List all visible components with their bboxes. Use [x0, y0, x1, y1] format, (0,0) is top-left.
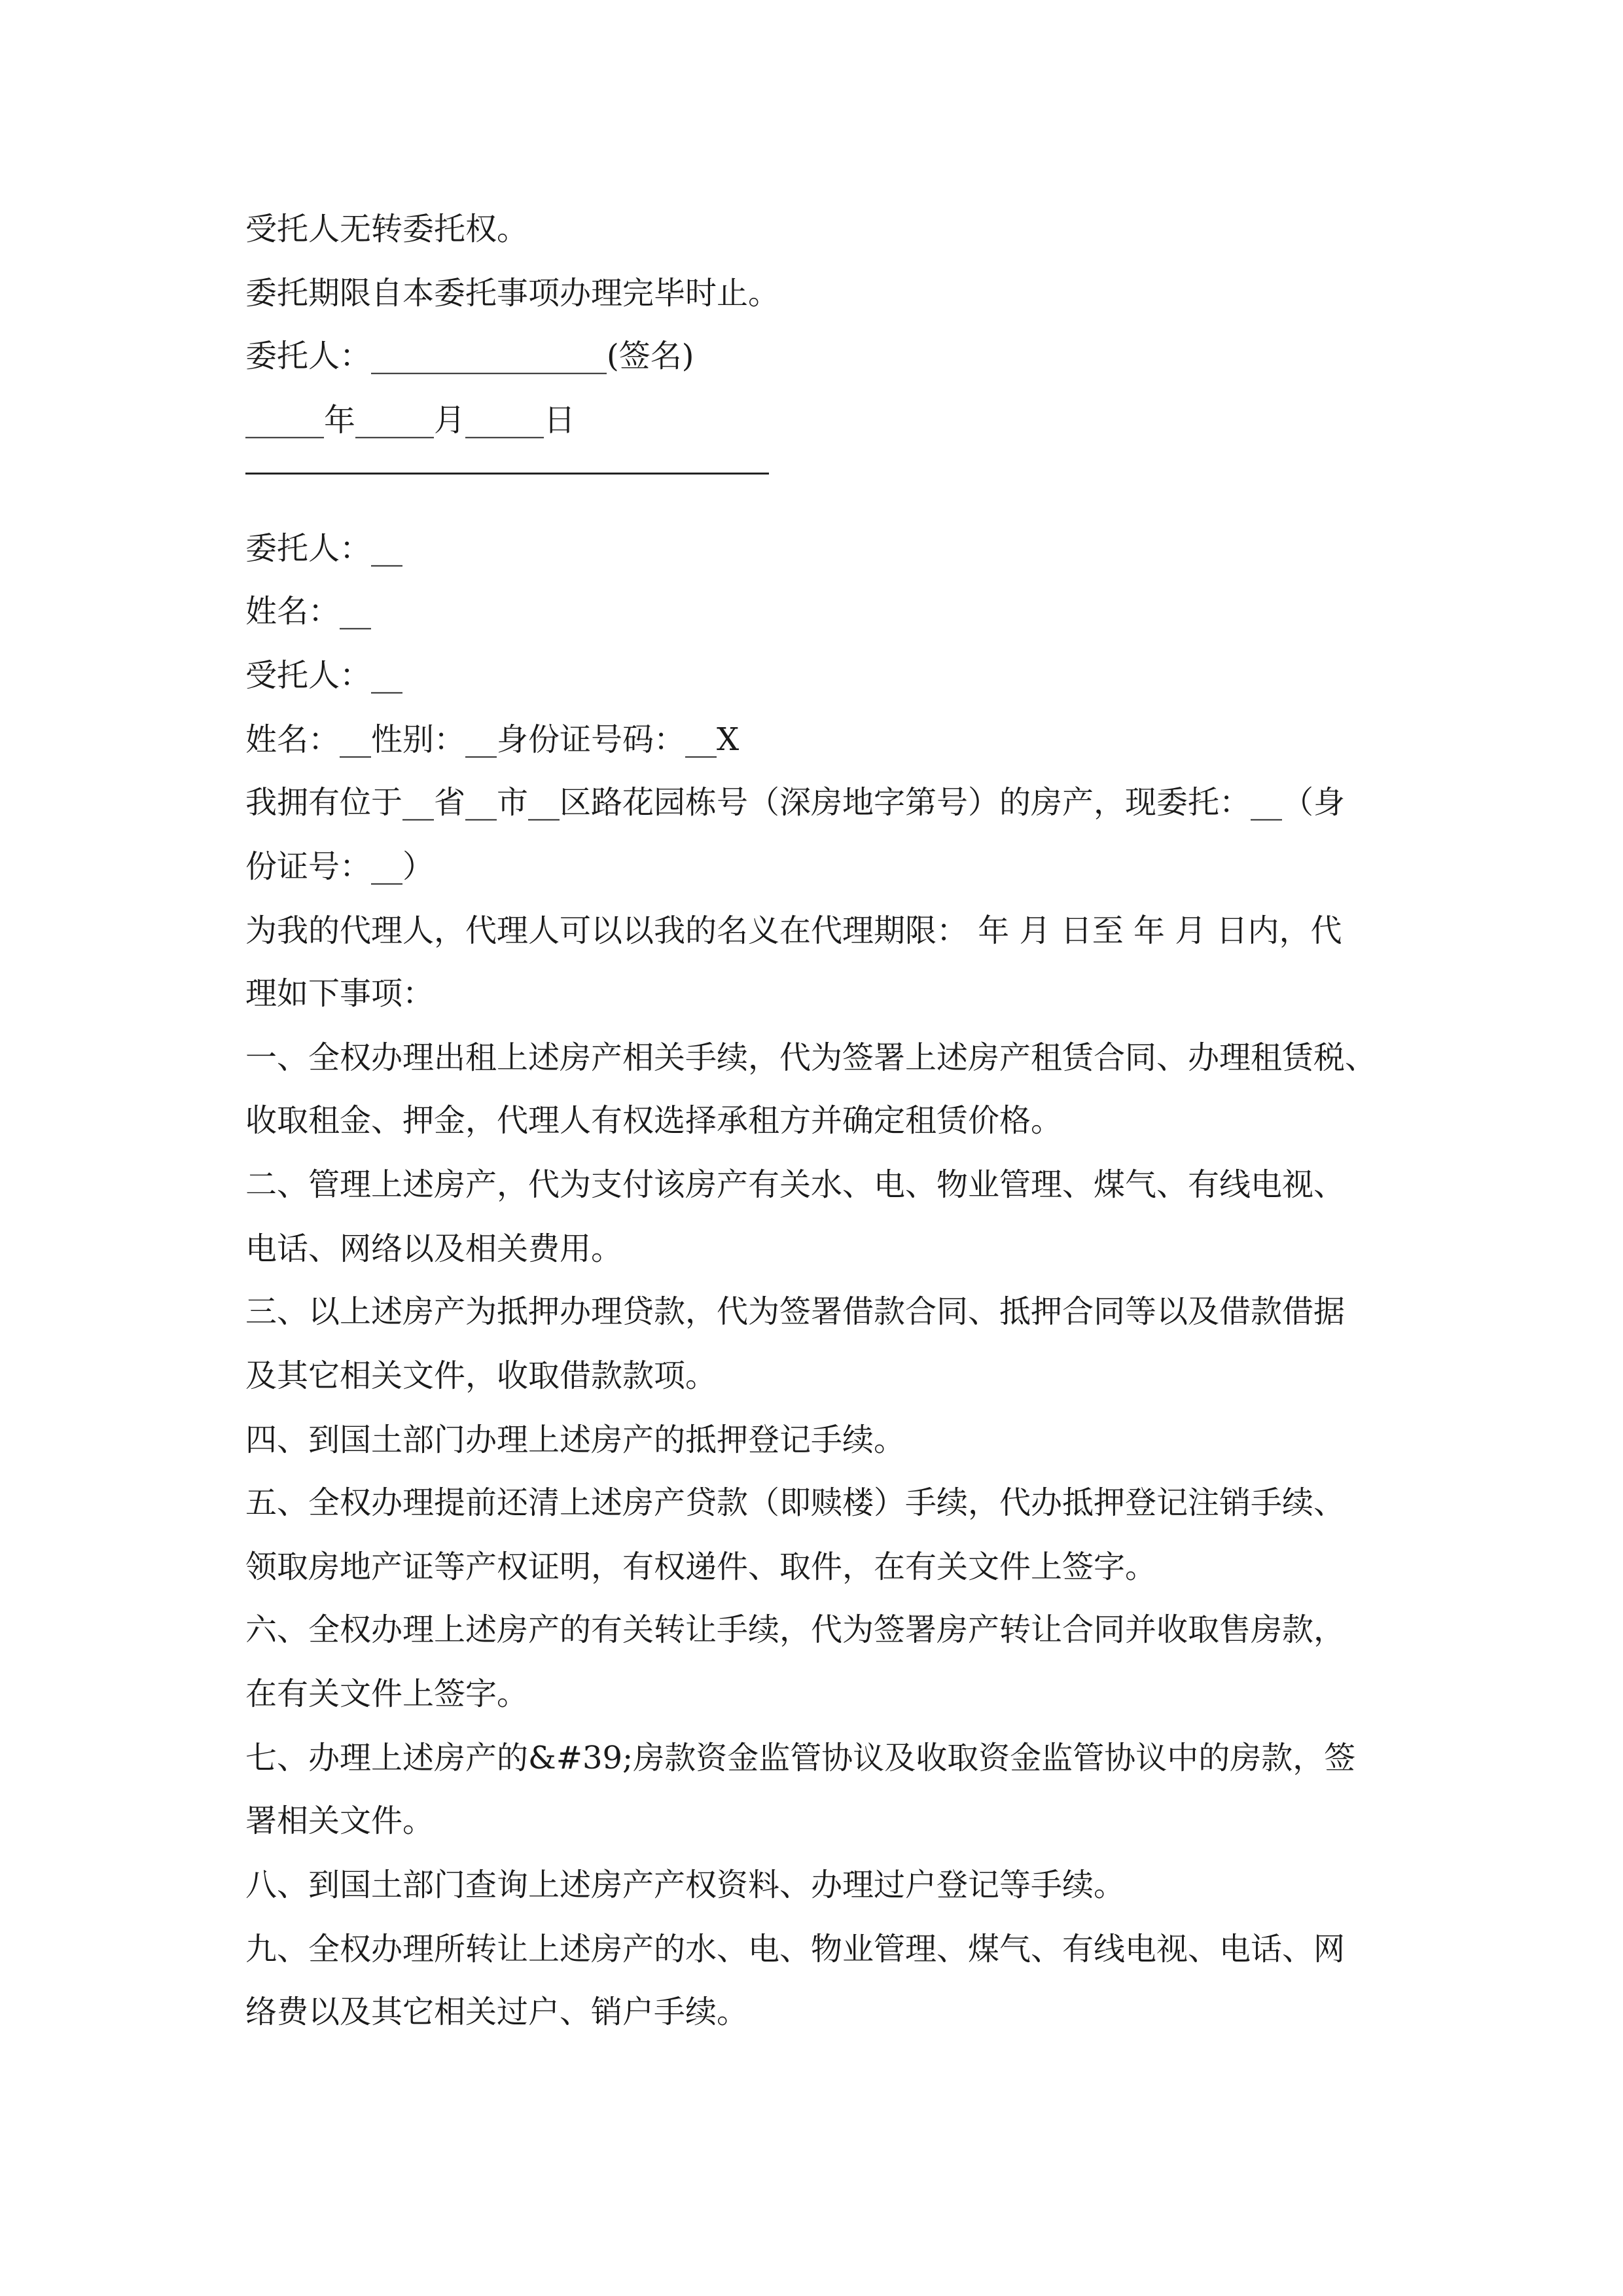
text-line-item-3-cont: 及其它相关文件，收取借款款项。	[245, 1357, 717, 1394]
text-line-item-6: 六、全权办理上述房产的有关转让手续，代为签署房产转让合同并收取售房款，	[245, 1611, 1346, 1648]
text-line-item-5-cont: 领取房地产证等产权证明，有权递件、取件，在有关文件上签字。	[245, 1549, 1157, 1585]
text-line-item-3: 三、以上述房产为抵押办理贷款，代为签署借款合同、抵押合同等以及借款借据	[245, 1293, 1346, 1330]
text-line-item-9: 九、全权办理所转让上述房产的水、电、物业管理、煤气、有线电视、电话、网	[245, 1931, 1346, 1967]
text-line-no-subdelegation: 受托人无转委托权。	[245, 211, 529, 247]
text-line-property-statement: 我拥有位于__省__市__区路花园栋号（深房地字第号）的房产，现委托：__（身	[245, 784, 1346, 821]
text-line-item-2: 二、管理上述房产，代为支付该房产有关水、电、物业管理、煤气、有线电视、	[245, 1166, 1346, 1203]
text-line-agent: 受托人：__	[245, 657, 403, 694]
text-line-agent-appointment: 为我的代理人，代理人可以以我的名义在代理期限： 年 月 日至 年 月 日内，代	[245, 912, 1342, 949]
text-line-principal: 委托人：__	[245, 530, 403, 567]
text-line-agent-details: 姓名：__性别：__身份证号码：__X	[245, 721, 740, 758]
text-line-item-5: 五、全权办理提前还清上述房产贷款（即赎楼）手续，代办抵押登记注销手续、	[245, 1484, 1346, 1521]
text-line-item-7: 七、办理上述房产的&#39;房款资金监管协议及收取资金监管协议中的房款，签	[245, 1740, 1356, 1776]
text-line-item-1-cont: 收取租金、押金，代理人有权选择承租方并确定租赁价格。	[245, 1102, 1063, 1139]
section-separator	[245, 473, 769, 475]
text-line-agent-appointment-cont: 理如下事项：	[245, 975, 435, 1012]
text-line-item-2-cont: 电话、网络以及相关费用。	[245, 1230, 623, 1267]
text-line-term: 委托期限自本委托事项办理完毕时止。	[245, 275, 780, 312]
text-line-item-9-cont: 络费以及其它相关过户、销户手续。	[245, 1994, 749, 2030]
text-line-item-1: 一、全权办理出租上述房产相关手续，代为签署上述房产租赁合同、办理租赁税、	[245, 1039, 1377, 1076]
text-line-item-8: 八、到国土部门查询上述房产产权资料、办理过户登记等手续。	[245, 1867, 1126, 1903]
text-line-item-4: 四、到国土部门办理上述房产的抵押登记手续。	[245, 1422, 906, 1458]
text-line-item-7-cont: 署相关文件。	[245, 1803, 435, 1839]
text-line-principal-name: 姓名：__	[245, 593, 372, 630]
text-line-principal-signature: 委托人：_______________(签名)	[245, 338, 694, 374]
text-line-property-statement-cont: 份证号：__）	[245, 848, 435, 885]
text-line-date: _____年_____月_____日	[245, 402, 576, 439]
text-line-item-6-cont: 在有关文件上签字。	[245, 1676, 529, 1712]
